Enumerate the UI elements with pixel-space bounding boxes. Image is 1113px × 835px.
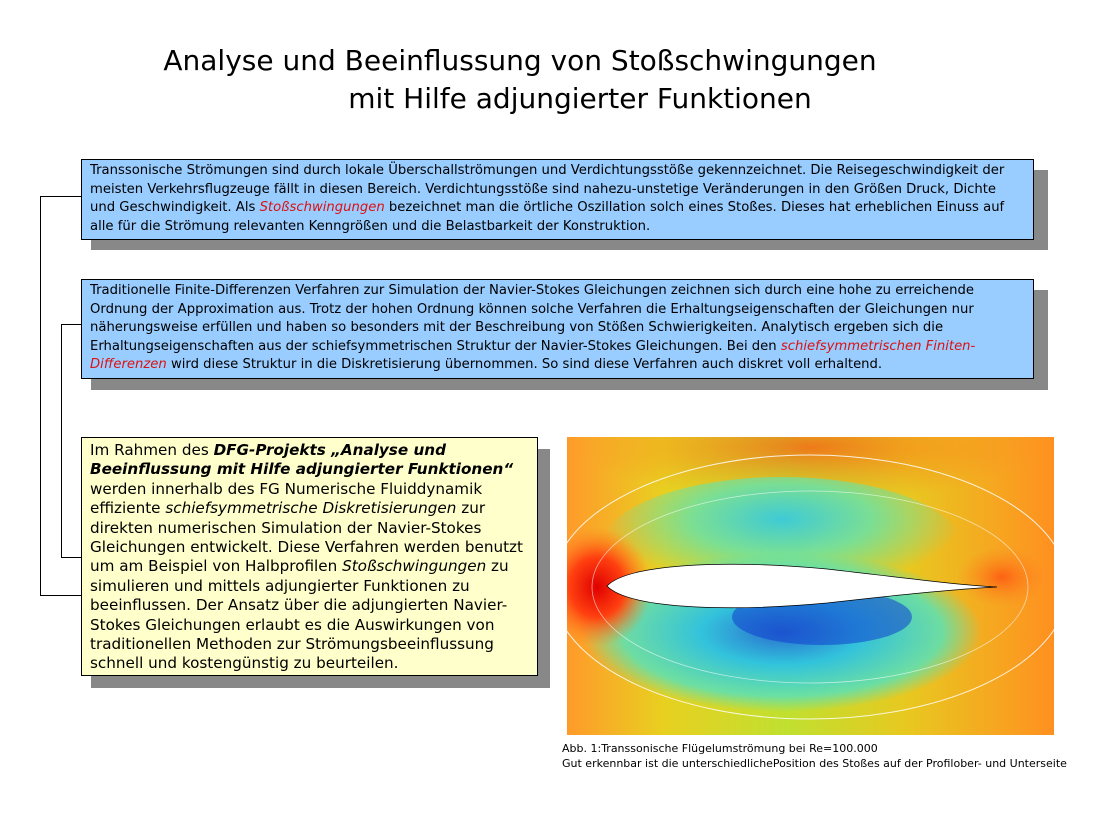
page-title: Analyse und Beeinflussung von Stoßschwingungen: [163, 44, 877, 77]
project-text-2: werden innerhalb des FG Numerische Fluiddynamik effiziente: [90, 479, 483, 518]
method-text-a: Traditionelle Finite-Differenzen Verfahren zur Simulation der Navier-Stokes Gleichungen zeichnen sich durch eine hohe zu erreichende Ordnung der Approximation aus. Trotz der hohen Ordnung können solche Verfahren die Erhaltungseigenschaften der Gleichungen nur näherungsweise erfüllen und haben so besonders mit der Beschreibung von Stößen Schwierigkeiten. Analytisch ergeben sich die Erhaltungseigenschaften aus der schiefsymmetrischen Struktur der Navier-Stokes Gleichungen. Bei den: [90, 283, 975, 354]
project-italic-2: Stoßschwingungen: [342, 557, 487, 576]
project-italic-1: schiefsymmetrische Diskretisierungen: [165, 499, 457, 518]
connector-inner-top: [61, 324, 81, 325]
connector-outer-bottom: [40, 595, 81, 596]
method-highlight: schiefsymmetrischen Finiten-Differenzen: [90, 338, 976, 372]
method-text-box: [81, 279, 1034, 379]
method-text-b: wird diese Struktur in die Diskretisierung übernommen. So sind diese Verfahren auch diskret voll erhaltend.: [166, 357, 883, 372]
page-subtitle: mit Hilfe adjungierter Funktionen: [348, 82, 812, 115]
caption-line-1: Abb. 1:Transsonische Flügelumströmung bei Re=100.000: [562, 742, 878, 755]
project-name: DFG-Projekts „Analyse und Beeinflussung mit Hilfe adjungierter Funktionen“: [90, 441, 514, 479]
intro-text-box: [81, 159, 1034, 240]
flow-simulation-image: [567, 437, 1054, 735]
connector-inner-bottom: [61, 557, 81, 558]
project-text-3: zur direkten numerischen Simulation der Navier-Stokes Gleichungen entwickelt. Diese Verfahren werden benutzt um am Beispiel von Halbprofilen: [90, 499, 523, 576]
intro-text-a: Transsonische Strömungen sind durch lokale Überschallströmungen und Verdichtungsstöße gekennzeichnet. Die Reisegeschwindigkeit der meisten Verkehrsflugzeuge fällt in diesen Bereich. Verdichtungsstöße sind nahezu-unstetige Veränderungen in den Größen Druck, Dichte und Geschwindigkeit. Als: [90, 163, 1005, 215]
flow-field-svg: [567, 437, 1054, 735]
project-text-4: zu simulieren und mittels adjungierter Funktionen zu beeinflussen. Der Ansatz über die adjungierten Navier-Stokes Gleichungen erlaubt es die Auswirkungen von traditionellen Methoden zur Strömungsbeeinflussung schnell und kostengünstig zu beurteilen.: [90, 557, 509, 673]
connector-inner-vertical: [61, 324, 62, 557]
intro-highlight: Stoßschwingungen: [259, 200, 385, 215]
project-text-box: [81, 437, 538, 676]
intro-text-b: bezeichnet man die örtliche Oszillation solch eines Stoßes. Dieses hat erheblichen Einuss auf alle für die Strömung relevanten Kenngrößen und die Belastbarkeit der Konstruktion.: [90, 200, 1005, 234]
connector-outer-vertical: [40, 196, 41, 595]
caption-line-2: Gut erkennbar ist die unterschiedlichePosition des Stoßes auf der Profilober- und Unterseite: [562, 757, 1067, 770]
connector-outer-top: [40, 196, 81, 197]
figure-caption: [562, 741, 1067, 771]
project-text-1: Im Rahmen des: [90, 441, 214, 459]
